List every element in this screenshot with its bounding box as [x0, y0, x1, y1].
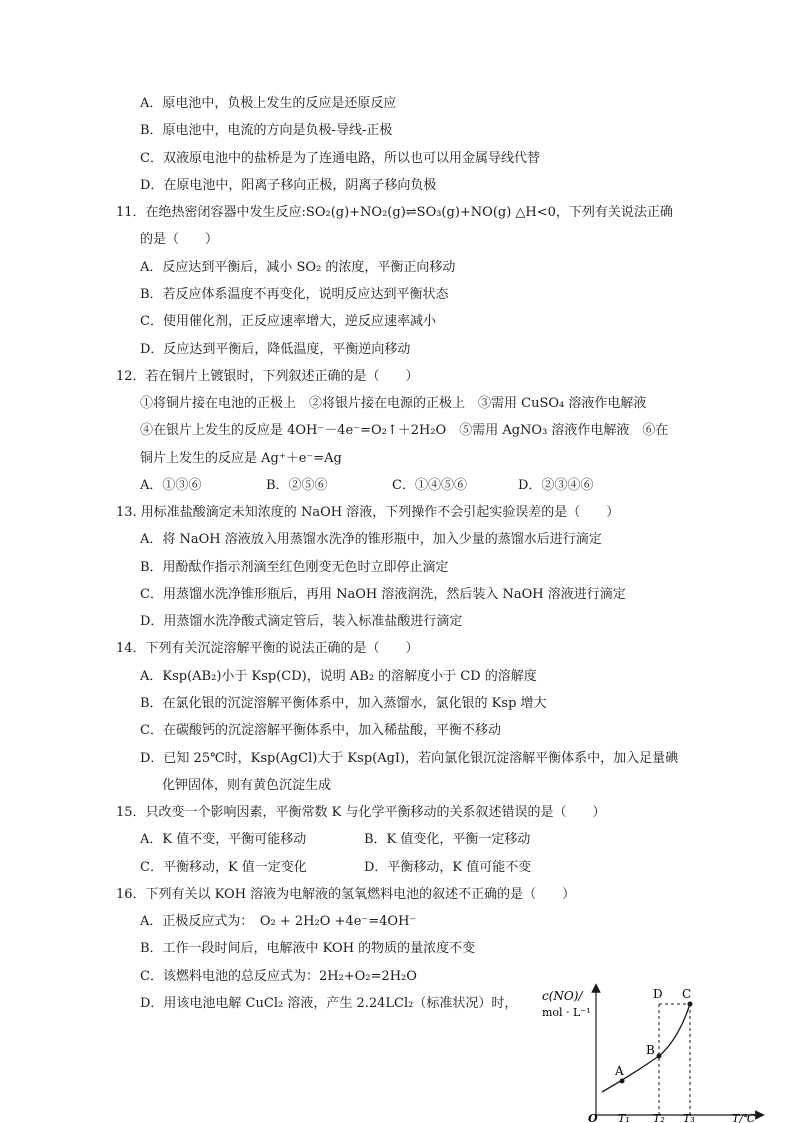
q16-option-a: A．正极反应式为： O₂ + 2H₂O +4e⁻=4OH⁻ [140, 914, 417, 929]
q16-option-b: B．工作一段时间后，电解液中 KOH 的物质的量浓度不变 [140, 941, 476, 956]
q13-stem: 13. 用标准盐酸滴定未知浓度的 NaOH 溶液，下列操作不会引起实验误差的是（ ） [116, 505, 620, 520]
q14-option-d-cont: 化钾固体，则有黄色沉淀生成 [162, 778, 332, 793]
q10-option-a: A．原电池中，负极上发生的反应是还原反应 [140, 96, 397, 111]
q14-stem: 14．下列有关沉淀溶解平衡的说法正确的是（ ） [116, 641, 419, 656]
q10-option-d: D．在原电池中，阳离子移向正极，阴离子移向负极 [140, 178, 437, 193]
q12-option-c: C．①④⑤⑥ [392, 478, 467, 493]
q12-option-a: A．①③⑥ [140, 478, 202, 493]
q15-option-a: A．K 值不变，平衡可能移动 [140, 832, 307, 847]
q15-options-row2 [140, 859, 531, 877]
point-b-label: B [646, 1043, 655, 1057]
point-b [657, 1054, 662, 1059]
q16-stem: 16．下列有关以 KOH 溶液为电解液的氢氧燃料电池的叙述不正确的是（ ） [116, 887, 576, 902]
q13-option-a: A．将 NaOH 溶液放入用蒸馏水洗净的锥形瓶中，加入少量的蒸馏水后进行滴定 [140, 532, 602, 547]
q11-option-d: D．反应达到平衡后，降低温度，平衡逆向移动 [140, 342, 411, 357]
t2-label: T₂ [653, 1112, 665, 1123]
q14-option-a: A．Ksp(AB₂)小于 Ksp(CD)，说明 AB₂ 的溶解度小于 CD 的溶解度 [140, 669, 537, 684]
q11-option-c: C．使用催化剂，正反应速率增大，逆反应速率减小 [140, 314, 436, 329]
concentration-temperature-graph [520, 980, 770, 1123]
q16-option-d: D．用该电池电解 CuCl₂ 溶液，产生 2.24LCl₂（标准状况）时， [140, 996, 518, 1011]
point-a [620, 1079, 625, 1084]
origin-label: O [588, 1112, 598, 1123]
point-a-label: A [615, 1064, 624, 1078]
q15-option-d: D．平衡移动，K 值可能不变 [364, 860, 532, 875]
q13-option-d: D．用蒸馏水洗净酸式滴定管后，装入标准盐酸进行滴定 [140, 614, 463, 629]
q14-option-d: D．已知 25℃时，Ksp(AgCl)大于 Ksp(AgI)，若向氯化银沉淀溶解平衡体系中，加入足量碘 [140, 751, 679, 766]
t1-label: T₁ [618, 1112, 630, 1123]
q12-stem: 12．若在铜片上镀银时，下列叙述正确的是（ ） [116, 369, 419, 384]
q15-option-b: B．K 值变化，平衡一定移动 [364, 832, 531, 847]
q10-option-c: C．双液原电池中的盐桥是为了连通电路，所以也可以用金属导线代替 [140, 151, 540, 166]
q13-option-c: C．用蒸馏水洗净锥形瓶后，再用 NaOH 溶液润洗，然后装入 NaOH 溶液进行滴定 [140, 587, 626, 602]
q15-option-c: C．平衡移动，K 值一定变化 [140, 860, 307, 875]
q12-options-row [140, 477, 593, 495]
q11-stem: 11．在绝热密闭容器中发生反应:SO₂(g)+NO₂(g)⇌SO₃(g)+NO(g) △H<0，下列有关说法正确 [116, 205, 673, 220]
q12-option-d: D．②③④⑥ [518, 478, 594, 493]
y-axis-label-1: c(NO)/ [542, 989, 583, 1003]
q15-stem: 15．只改变一个影响因素，平衡常数 K 与化学平衡移动的关系叙述错误的是（ ） [116, 805, 606, 820]
y-axis-label-2: mol · L⁻¹ [542, 1006, 591, 1019]
q15-options-row1 [140, 831, 530, 849]
point-d-label: D [653, 987, 663, 1001]
q14-option-b: B．在氯化银的沉淀溶解平衡体系中，加入蒸馏水，氯化银的 Ksp 增大 [140, 696, 547, 711]
q10-option-b: B．原电池中，电流的方向是负极-导线-正极 [140, 123, 393, 138]
point-c [688, 1002, 693, 1007]
q12-items-line2: ④在银片上发生的反应是 4OH⁻－4e⁻=O₂↑＋2H₂O ⑤需用 AgNO₃ 溶液作电解液 ⑥在 [140, 423, 669, 438]
q13-option-b: B．用酚酞作指示剂滴至红色刚变无色时立即停止滴定 [140, 560, 449, 575]
q16-option-c: C．该燃料电池的总反应式为：2H₂+O₂=2H₂O [140, 969, 417, 984]
point-c-label: C [682, 987, 692, 1001]
q12-items-line1: ①将铜片接在电池的正极上 ②将银片接在电源的正极上 ③需用 CuSO₄ 溶液作电解液 [140, 396, 647, 411]
t3-label: T₃ [683, 1112, 695, 1123]
q11-stem-cont: 的是（ ） [140, 232, 219, 247]
x-axis-label: T/℃ [732, 1112, 756, 1123]
q11-option-a: A．反应达到平衡后，减小 SO₂ 的浓度，平衡正向移动 [140, 260, 456, 275]
q11-option-b: B．若反应体系温度不再变化，说明反应达到平衡状态 [140, 287, 449, 302]
q14-option-c: C．在碳酸钙的沉淀溶解平衡体系中，加入稀盐酸，平衡不移动 [140, 723, 501, 738]
q12-items-line3: 铜片上发生的反应是 Ag⁺＋e⁻=Ag [140, 451, 342, 466]
q12-option-b: B．②⑤⑥ [266, 478, 328, 493]
